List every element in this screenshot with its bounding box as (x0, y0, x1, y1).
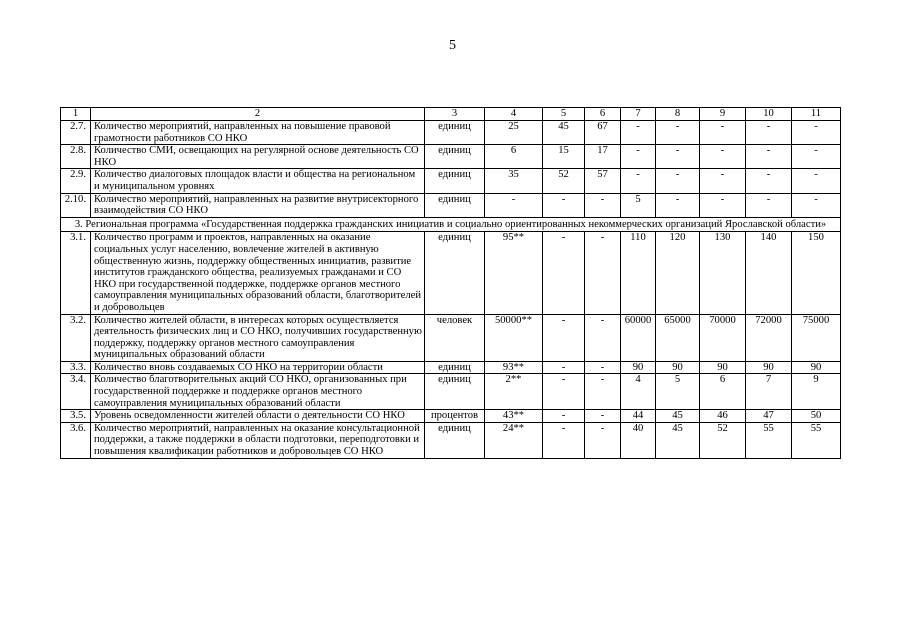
value-cell: 17 (585, 145, 621, 169)
value-cell: 44 (621, 410, 656, 423)
value-cell: 55 (792, 422, 841, 458)
indicator-name: Количество мероприятий, направленных на повышение правовой грамотности работников СО НКО (91, 121, 425, 145)
value-cell: - (746, 169, 792, 193)
column-header: 9 (700, 108, 746, 121)
column-header: 4 (485, 108, 543, 121)
table-body (61, 108, 841, 459)
row-number: 3.6. (61, 422, 91, 458)
value-cell: - (792, 121, 841, 145)
column-header: 10 (746, 108, 792, 121)
table-row (61, 121, 841, 145)
value-cell: - (621, 121, 656, 145)
value-cell: 50000** (485, 314, 543, 361)
unit-cell: единиц (425, 121, 485, 145)
value-cell: 46 (700, 410, 746, 423)
value-cell: 60000 (621, 314, 656, 361)
unit-cell: единиц (425, 169, 485, 193)
value-cell: - (621, 145, 656, 169)
value-cell: - (656, 121, 700, 145)
value-cell: 130 (700, 232, 746, 314)
value-cell: 90 (792, 361, 841, 374)
unit-cell: единиц (425, 422, 485, 458)
value-cell: 6 (700, 374, 746, 410)
value-cell: - (585, 422, 621, 458)
value-cell: - (543, 193, 585, 217)
value-cell: - (746, 121, 792, 145)
column-header: 2 (91, 108, 425, 121)
value-cell: - (792, 145, 841, 169)
column-header: 8 (656, 108, 700, 121)
unit-cell: единиц (425, 232, 485, 314)
value-cell: - (543, 232, 585, 314)
value-cell: - (656, 145, 700, 169)
value-cell: 50 (792, 410, 841, 423)
section-row (61, 217, 841, 232)
table-row (61, 374, 841, 410)
unit-cell: процентов (425, 410, 485, 423)
value-cell: 7 (746, 374, 792, 410)
indicator-name: Количество программ и проектов, направленных на оказание социальных услуг населению, вовлечение жителей в активную общественную жизнь, поддержку общественных инициатив, развитие институтов гражданского общества, реализуемых гражданами и СО НКО при государственной поддержке, поддержке органов местного самоуправления муниципальных образований области, благотворителей и добровольцев (91, 232, 425, 314)
value-cell: 5 (621, 193, 656, 217)
page-number: 5 (449, 38, 456, 53)
value-cell: 75000 (792, 314, 841, 361)
row-number: 2.8. (61, 145, 91, 169)
value-cell: 72000 (746, 314, 792, 361)
value-cell: 4 (621, 374, 656, 410)
value-cell: 2** (485, 374, 543, 410)
value-cell: 110 (621, 232, 656, 314)
indicator-name: Количество мероприятий, направленных на оказание консультационной поддержки, а также поддержки в области подготовки, переподготовки и повышения квалификации работников и добровольцев СО НКО (91, 422, 425, 458)
table-row (61, 169, 841, 193)
indicators-table (60, 107, 841, 459)
value-cell: 140 (746, 232, 792, 314)
value-cell: 43** (485, 410, 543, 423)
value-cell: 35 (485, 169, 543, 193)
column-header: 3 (425, 108, 485, 121)
unit-cell: единиц (425, 193, 485, 217)
indicator-name: Количество благотворительных акций СО НКО, организованных при государственной поддержке и поддержке органов местного самоуправления муниципальных образований области (91, 374, 425, 410)
table-row (61, 145, 841, 169)
value-cell: - (656, 193, 700, 217)
value-cell: 24** (485, 422, 543, 458)
value-cell: - (585, 193, 621, 217)
value-cell: - (656, 169, 700, 193)
row-number: 3.5. (61, 410, 91, 423)
column-header: 11 (792, 108, 841, 121)
row-number: 3.2. (61, 314, 91, 361)
value-cell: - (543, 422, 585, 458)
value-cell: 45 (543, 121, 585, 145)
value-cell: - (621, 169, 656, 193)
value-cell: - (792, 169, 841, 193)
table-row (61, 193, 841, 217)
value-cell: - (700, 193, 746, 217)
value-cell: 5 (656, 374, 700, 410)
value-cell: - (746, 193, 792, 217)
row-number: 2.9. (61, 169, 91, 193)
value-cell: - (585, 232, 621, 314)
table-row (61, 422, 841, 458)
value-cell: - (792, 193, 841, 217)
value-cell: 9 (792, 374, 841, 410)
value-cell: - (485, 193, 543, 217)
value-cell: 15 (543, 145, 585, 169)
unit-cell: человек (425, 314, 485, 361)
value-cell: - (543, 314, 585, 361)
table-row (61, 314, 841, 361)
value-cell: 150 (792, 232, 841, 314)
unit-cell: единиц (425, 361, 485, 374)
indicator-name: Количество диалоговых площадок власти и общества на региональном и муниципальном уровнях (91, 169, 425, 193)
value-cell: - (700, 145, 746, 169)
value-cell: - (700, 169, 746, 193)
row-number: 2.10. (61, 193, 91, 217)
value-cell: 90 (621, 361, 656, 374)
value-cell: - (746, 145, 792, 169)
value-cell: 90 (656, 361, 700, 374)
value-cell: 95** (485, 232, 543, 314)
value-cell: 45 (656, 422, 700, 458)
value-cell: - (585, 361, 621, 374)
row-number: 3.3. (61, 361, 91, 374)
value-cell: 52 (543, 169, 585, 193)
value-cell: - (543, 410, 585, 423)
indicator-name: Количество мероприятий, направленных на развитие внутрисекторного взаимодействия СО НКО (91, 193, 425, 217)
value-cell: 65000 (656, 314, 700, 361)
section-title: 3. Региональная программа «Государственная поддержка гражданских инициатив и социально ориентированных некоммерческих организаций Ярославской области» (61, 217, 841, 232)
value-cell: 55 (746, 422, 792, 458)
row-number: 2.7. (61, 121, 91, 145)
column-header: 7 (621, 108, 656, 121)
indicator-name: Уровень осведомленности жителей области о деятельности СО НКО (91, 410, 425, 423)
value-cell: 47 (746, 410, 792, 423)
unit-cell: единиц (425, 145, 485, 169)
column-header: 1 (61, 108, 91, 121)
unit-cell: единиц (425, 374, 485, 410)
header-row (61, 108, 841, 121)
value-cell: 67 (585, 121, 621, 145)
value-cell: - (585, 374, 621, 410)
value-cell: 40 (621, 422, 656, 458)
indicator-name: Количество жителей области, в интересах которых осуществляется деятельность физических лиц и СО НКО, получивших государственную поддержку, поддержку органов местного самоуправления муниципальных образований области (91, 314, 425, 361)
table-row (61, 361, 841, 374)
indicator-name: Количество СМИ, освещающих на регулярной основе деятельность СО НКО (91, 145, 425, 169)
column-header: 6 (585, 108, 621, 121)
value-cell: 93** (485, 361, 543, 374)
value-cell: - (543, 361, 585, 374)
value-cell: 90 (746, 361, 792, 374)
value-cell: - (585, 410, 621, 423)
value-cell: 70000 (700, 314, 746, 361)
value-cell: 6 (485, 145, 543, 169)
value-cell: 25 (485, 121, 543, 145)
value-cell: 120 (656, 232, 700, 314)
table-row (61, 232, 841, 314)
column-header: 5 (543, 108, 585, 121)
row-number: 3.4. (61, 374, 91, 410)
value-cell: 90 (700, 361, 746, 374)
value-cell: - (543, 374, 585, 410)
table-row (61, 410, 841, 423)
value-cell: - (585, 314, 621, 361)
value-cell: 57 (585, 169, 621, 193)
row-number: 3.1. (61, 232, 91, 314)
value-cell: - (700, 121, 746, 145)
value-cell: 52 (700, 422, 746, 458)
value-cell: 45 (656, 410, 700, 423)
indicator-name: Количество вновь создаваемых СО НКО на территории области (91, 361, 425, 374)
